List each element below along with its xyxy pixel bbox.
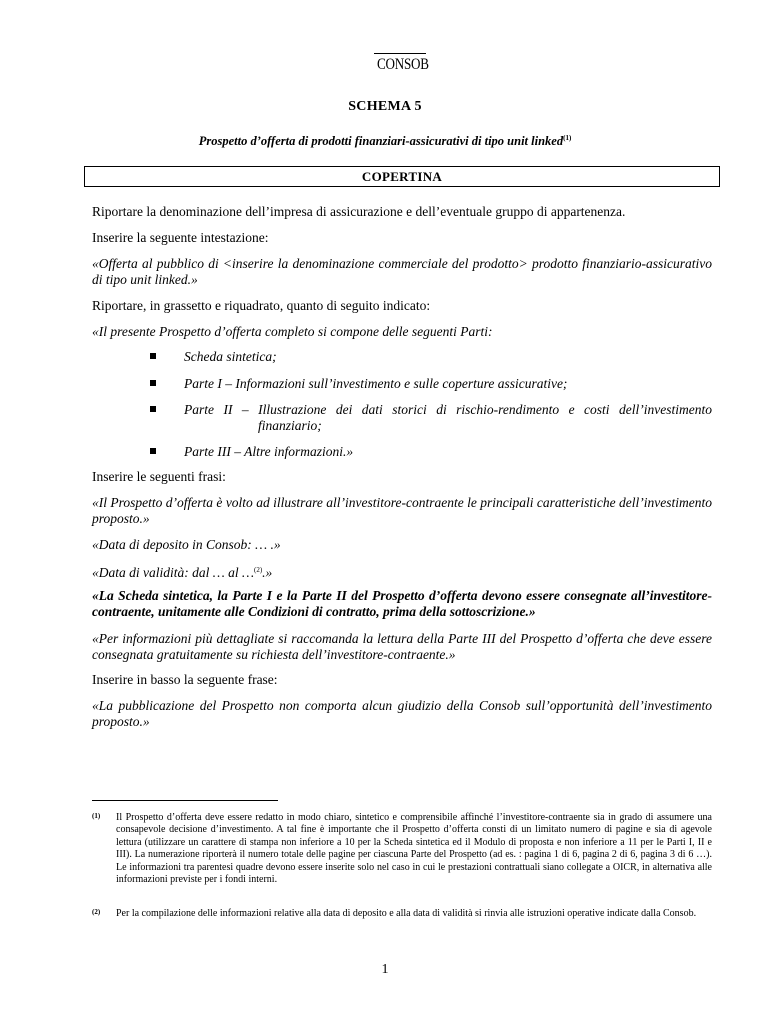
paragraph-offer-heading: «Offerta al pubblico di <inserire la denominazione commerciale del prodotto> prodotto finanziario-assicurativo di tipo unit linked.» xyxy=(92,256,712,287)
subtitle-text: Prospetto d’offerta di prodotti finanziari-assicurativi di tipo unit linked xyxy=(198,134,564,148)
paragraph-report-bold: Riportare, in grassetto e riquadrato, quanto di seguito indicato: xyxy=(92,298,431,313)
footnote-mark: (1) xyxy=(92,812,101,820)
footnote-ref-1: (1) xyxy=(563,134,572,142)
paragraph-insert-sentences: Inserire le seguenti frasi: xyxy=(92,469,226,484)
paragraph-deposit-date: «Data di deposito in Consob: … .» xyxy=(92,537,281,552)
paragraph-insert-heading: Inserire la seguente intestazione: xyxy=(92,230,269,245)
footnote-text: Il Prospetto d’offerta deve essere redatto in modo chiaro, sintetico e comprensibile affinché l’investitore-contraente sia in grado di assumere una consapevole decisione d’investimento. A tal fine è importante che il Prospetto d’offerta consti di un limitato numero di pagine e sia di agevole lettura (utilizzare un carattere di stampa non inferiore a 10 per la Scheda sintetica ed il Modulo di proposta e non inferiore a 11 per le Parti I, II e III). La numerazione riporterà il numero totale delle pagine per ciascuna Parte del Prospetto (ad es. : pagina 1 di 6, pagina 2 di 6, pagina 3 di 6 …). Le informazioni tra parentesi quadre devono essere inserite solo nel caso in cui le prestazioni contrattuali siano collegate a OICR, in alternativa alle informazioni previste per i fondi interni. xyxy=(116,812,712,886)
footnote-mark: (2) xyxy=(92,908,101,916)
list-item-text: Parte II – Illustrazione dei dati storici di rischio-rendimento e costi dell’investimento xyxy=(184,402,712,417)
validity-date-end: .» xyxy=(262,565,273,580)
paragraph-insert-bottom: Inserire in basso la seguente frase: xyxy=(92,672,278,687)
bullet-square-icon xyxy=(150,448,156,454)
list-item-text: Parte I – Informazioni sull’investimento e sulle coperture assicurative; xyxy=(184,376,568,391)
validity-date-text: «Data di validità: dal … al … xyxy=(92,565,254,580)
footnote-ref-2: (2) xyxy=(254,566,263,574)
paragraph-company-name: Riportare la denominazione dell’impresa di assicurazione e dell’eventuale gruppo di appartenenza. xyxy=(92,204,626,219)
list-item-text: Parte III – Altre informazioni.» xyxy=(184,444,354,459)
bullet-square-icon xyxy=(150,406,156,412)
logo-overline xyxy=(374,53,426,54)
page-number: 1 xyxy=(381,962,389,977)
section-heading-box: COPERTINA xyxy=(84,166,720,187)
document-subtitle xyxy=(0,134,770,149)
paragraph-part-three-info: «Per informazioni più dettagliate si raccomanda la lettura della Parte III del Prospetto d’offerta che deve essere consegnata gratuitamente su richiesta dell’investitore-contraente.» xyxy=(92,631,712,662)
list-item-text-continuation: finanziario; xyxy=(258,418,322,433)
schema-title: SCHEMA 5 xyxy=(348,99,422,114)
paragraph-prospectus-purpose: «Il Prospetto d’offerta è volto ad illustrare all’investitore-contraente le principali caratteristiche dell’investimento proposto.» xyxy=(92,495,712,526)
footnote-text: Per la compilazione delle informazioni relative alla data di deposito e alla data di validità si rinvia alle istruzioni operative indicate dalla Consob. xyxy=(116,908,697,919)
list-item-text-wrapper xyxy=(184,402,712,434)
list-item-text: Scheda sintetica; xyxy=(184,349,277,364)
footnote-divider xyxy=(92,800,278,801)
paragraph-delivery-notice: «La Scheda sintetica, la Parte I e la Parte II del Prospetto d’offerta devono essere consegnate all’investitore-contraente, unitamente alle Condizioni di contratto, prima della sottoscrizione.» xyxy=(92,588,712,619)
paragraph-validity-date xyxy=(92,562,712,581)
paragraph-disclaimer: «La pubblicazione del Prospetto non comporta alcun giudizio della Consob sull’opportunità dell’investimento proposto.» xyxy=(92,698,712,729)
consob-logo: CONSOB xyxy=(377,56,429,73)
bullet-square-icon xyxy=(150,380,156,386)
paragraph-prospectus-parts: «Il presente Prospetto d’offerta completo si compone delle seguenti Parti: xyxy=(92,324,493,339)
bullet-square-icon xyxy=(150,353,156,359)
